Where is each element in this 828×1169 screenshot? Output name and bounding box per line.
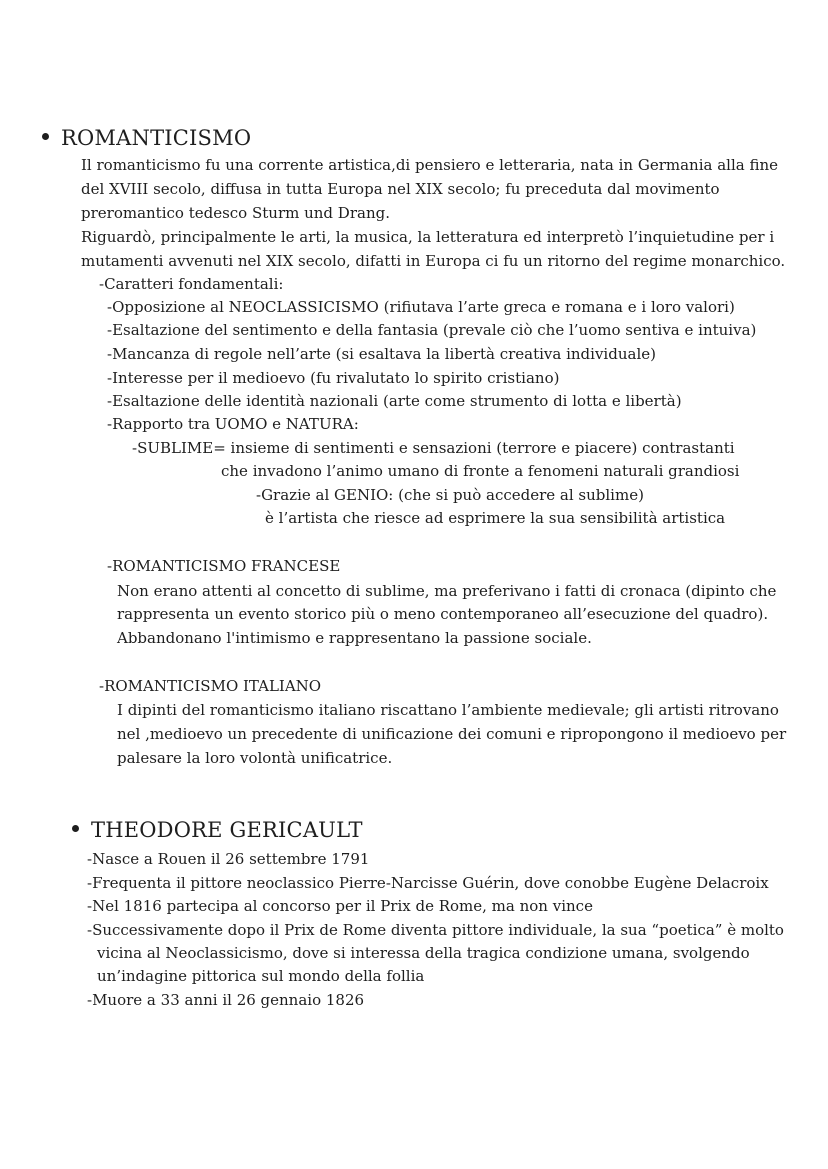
caratteri-item: -Opposizione al NEOCLASSICISMO (rifiutava l’arte greca e romana e i loro valori) — [107, 298, 735, 316]
sublime-line: è l’artista che riesce ad esprimere la sua sensibilità artistica — [265, 509, 726, 527]
gericault-line: -Frequenta il pittore neoclassico Pierre-Narcisse Guérin, dove conobbe Eugène Delacroix — [87, 874, 769, 892]
section-title: THEODORE GERICAULT — [91, 818, 363, 842]
italiano-line: palesare la loro volontà unificatrice. — [117, 749, 393, 767]
sublime-line: -Grazie al GENIO: (che si può accedere al sublime) — [256, 486, 644, 504]
francese-line: Non erano attenti al concetto di sublime, ma preferivano i fatti di cronaca (dipinto che — [117, 582, 777, 600]
intro-line: mutamenti avvenuti nel XIX secolo, difatti in Europa ci fu un ritorno del regime monarchico. — [81, 252, 786, 270]
intro-line: Il romanticismo fu una corrente artistica,di pensiero e letteraria, nata in Germania alla fine — [81, 156, 779, 174]
italiano-line: nel ,medioevo un precedente di unificazione dei comuni e ripropongono il medioevo per — [117, 725, 787, 743]
bullet-icon — [72, 825, 79, 832]
section-heading-romanticismo — [42, 126, 251, 150]
gericault-line: un’indagine pittorica sul mondo della follia — [97, 967, 425, 985]
gericault-line: -Successivamente dopo il Prix de Rome diventa pittore individuale, la sua “poetica” è molto — [87, 921, 784, 939]
caratteri-item: -Interesse per il medioevo (fu rivalutato lo spirito cristiano) — [107, 369, 560, 387]
italiano-line: I dipinti del romanticismo italiano riscattano l’ambiente medievale; gli artisti ritrovano — [117, 701, 779, 719]
intro-line: preromantico tedesco Sturm und Drang. — [81, 204, 390, 222]
caratteri-item: -Mancanza di regole nell’arte (si esaltava la libertà creativa individuale) — [107, 345, 656, 363]
sublime-line: -SUBLIME= insieme di sentimenti e sensazioni (terrore e piacere) contrastanti — [132, 439, 735, 457]
francese-title: -ROMANTICISMO FRANCESE — [107, 557, 341, 575]
gericault-line: -Nasce a Rouen il 26 settembre 1791 — [87, 850, 370, 868]
francese-line: Abbandonano l'intimismo e rappresentano la passione sociale. — [117, 629, 592, 647]
intro-line: del XVIII secolo, diffusa in tutta Europa nel XIX secolo; fu preceduta dal movimento — [81, 180, 720, 198]
francese-line: rappresenta un evento storico più o meno contemporaneo all’esecuzione del quadro). — [117, 605, 769, 623]
caratteri-item: -Esaltazione del sentimento e della fantasia (prevale ciò che l’uomo sentiva e intuiva) — [107, 321, 757, 339]
caratteri-item: -Esaltazione delle identità nazionali (arte come strumento di lotta e libertà) — [107, 392, 682, 410]
italiano-title: -ROMANTICISMO ITALIANO — [99, 677, 322, 695]
section-heading-gericault — [72, 818, 363, 842]
sublime-line: che invadono l’animo umano di fronte a fenomeni naturali grandiosi — [221, 462, 740, 480]
gericault-line: -Nel 1816 partecipa al concorso per il Prix de Rome, ma non vince — [87, 897, 593, 915]
intro-line: Riguardò, principalmente le arti, la musica, la letteratura ed interpretò l’inquietudine per i — [81, 228, 775, 246]
caratteri-title: -Caratteri fondamentali: — [99, 275, 284, 293]
caratteri-item: -Rapporto tra UOMO e NATURA: — [107, 415, 359, 433]
bullet-icon — [42, 133, 49, 140]
section-title: ROMANTICISMO — [61, 126, 252, 150]
gericault-line: -Muore a 33 anni il 26 gennaio 1826 — [87, 991, 365, 1009]
gericault-line: vicina al Neoclassicismo, dove si interessa della tragica condizione umana, svolgendo — [97, 944, 750, 962]
